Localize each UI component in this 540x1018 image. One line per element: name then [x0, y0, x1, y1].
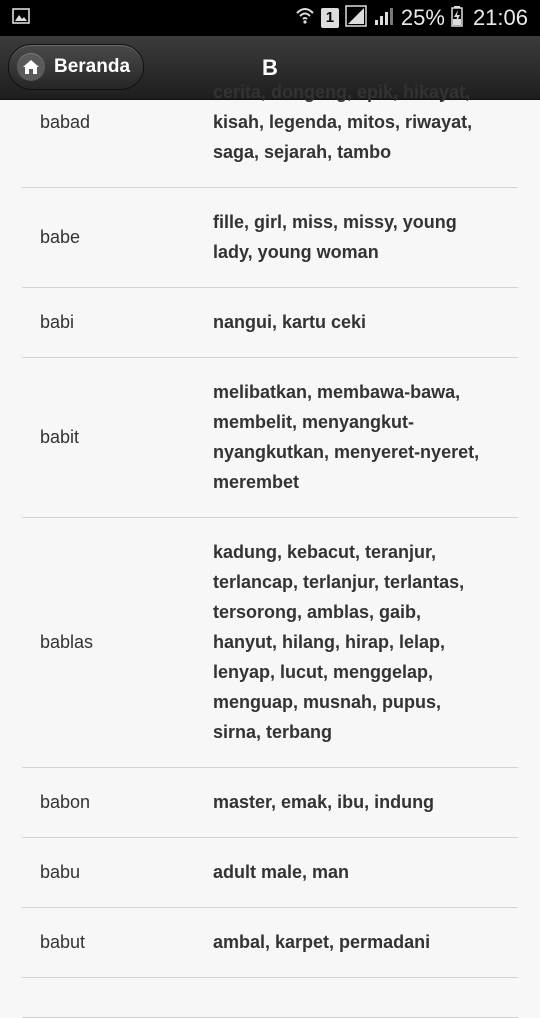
entry-synonyms: kadung, kebacut, teranjur, terlancap, terlanjur, terlantas, tersorong, amblas, gaib, hanyut, hilang, hirap, lelap, lenyap, lucut, menggelap, menguap, musnah, pupus, sirna, terbang: [213, 542, 465, 742]
entry-word: babut: [40, 931, 86, 952]
entry-synonyms: cerita, dongeng, epik, hikayat, kisah, legenda, mitos, riwayat, saga, sejarah, tambo: [213, 82, 473, 162]
entry-synonyms: melibatkan, membawa-bawa, membelit, menyangkut-nyangkutkan, menyeret-nyeret, merembet: [213, 382, 480, 492]
word-list[interactable]: [0, 82, 540, 960]
entry-synonyms: master, emak, ibu, indung: [213, 792, 435, 812]
list-item[interactable]: [22, 768, 518, 838]
list-item[interactable]: [22, 838, 518, 908]
entry-word: babit: [40, 426, 80, 447]
entry-word: babu: [40, 861, 81, 882]
list-item[interactable]: [22, 188, 518, 288]
battery-percent: 25%: [400, 5, 445, 30]
entry-synonyms: ambal, karpet, permadani: [213, 932, 431, 952]
clock: 21:06: [472, 5, 528, 30]
status-bar-left: [12, 7, 30, 29]
entry-word: babon: [40, 791, 91, 812]
list-item[interactable]: [22, 288, 518, 358]
entry-word: bablas: [40, 631, 94, 652]
list-item[interactable]: [22, 978, 518, 1018]
entry-word: babad: [40, 111, 91, 132]
list-item[interactable]: [22, 58, 518, 188]
entry-synonyms: nangui, kartu ceki: [213, 312, 367, 332]
page-title-text: B: [262, 55, 278, 80]
entry-synonyms: fille, girl, miss, missy, young lady, young woman: [213, 212, 457, 262]
entry-synonyms: adult male, man: [213, 862, 350, 882]
sim-badge-icon: 1: [321, 8, 339, 28]
list-item[interactable]: [22, 518, 518, 768]
status-bar-right: [295, 5, 528, 31]
gallery-notification-icon: [12, 7, 30, 29]
battery-charging-icon: [451, 5, 463, 31]
signal-sim2-icon: [373, 5, 395, 31]
status-bar: [0, 0, 540, 36]
list-item[interactable]: [22, 358, 518, 518]
home-button-label: Beranda: [54, 56, 131, 77]
signal-sim1-icon: [345, 5, 367, 31]
list-item[interactable]: [22, 908, 518, 978]
word-list-inner: [22, 58, 518, 1018]
entry-word: babi: [40, 311, 75, 332]
entry-word: babe: [40, 226, 81, 247]
wifi-icon: [295, 5, 315, 31]
